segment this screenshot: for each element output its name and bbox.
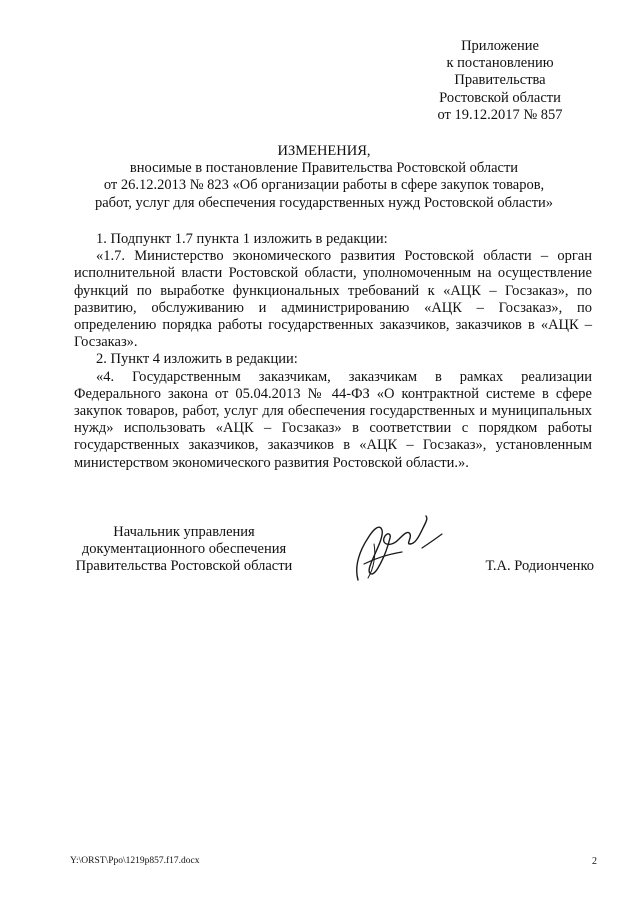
document-body: [74, 231, 592, 472]
appendix-header: [410, 38, 590, 124]
body-paragraph: «1.7. Министерство экономического развития Ростовской области – орган исполнительной власти Ростовской области, уполномоченным на осуществление функций по выработке функциональных требований к «АЦК – Госзаказ», по развитию, обслуживанию и администрированию «АЦК – Госзаказ», по определению порядка работы государственных заказчиков, заказчиков в «АЦК – Госзаказ».: [74, 248, 592, 351]
appendix-line: Ростовской области: [439, 89, 561, 106]
document-title: [62, 143, 586, 212]
title-line: от 26.12.2013 № 823 «Об организации работы в сфере закупок товаров,: [103, 177, 545, 194]
signer-position-line: документационного обеспечения: [81, 541, 287, 558]
appendix-line: к постановлению: [446, 55, 554, 72]
title-line: вносимые в постановление Правительства Ростовской области: [129, 160, 519, 177]
appendix-line: от 19.12.2017 № 857: [437, 106, 563, 123]
signer-name: Т.А. Родионченко: [485, 558, 594, 574]
signer-position: [74, 524, 294, 576]
body-paragraph: «4. Государственным заказчикам, заказчикам в рамках реализации Федерального закона от 05.04.2013 № 44-ФЗ «О контрактной системе в сфере закупок товаров, работ, услуг для обеспечения государственных и муниципальных нужд» использовать «АЦК – Госзаказ» в соответствии с порядком работы государственных заказчиков, заказчиков в «АЦК – Госзаказ», установленным министерством экономического развития Ростовской области.».: [74, 368, 592, 471]
handwritten-signature: [330, 508, 460, 588]
body-paragraph: 2. Пункт 4 изложить в редакции:: [96, 351, 298, 368]
title-line: работ, услуг для обеспечения государственных нужд Ростовской области»: [94, 194, 554, 211]
page-number: 2: [592, 856, 597, 867]
footer-file-path: Y:\ORST\Ppo\1219p857.f17.docx: [70, 856, 200, 866]
appendix-line: Приложение: [461, 38, 539, 54]
title-heading: ИЗМЕНЕНИЯ,: [277, 143, 371, 159]
signer-position-line: Правительства Ростовской области: [75, 558, 293, 575]
body-paragraph: 1. Подпункт 1.7 пункта 1 изложить в редакции:: [96, 231, 388, 247]
appendix-line: Правительства: [454, 72, 546, 89]
signer-position-line: Начальник управления: [113, 524, 255, 540]
